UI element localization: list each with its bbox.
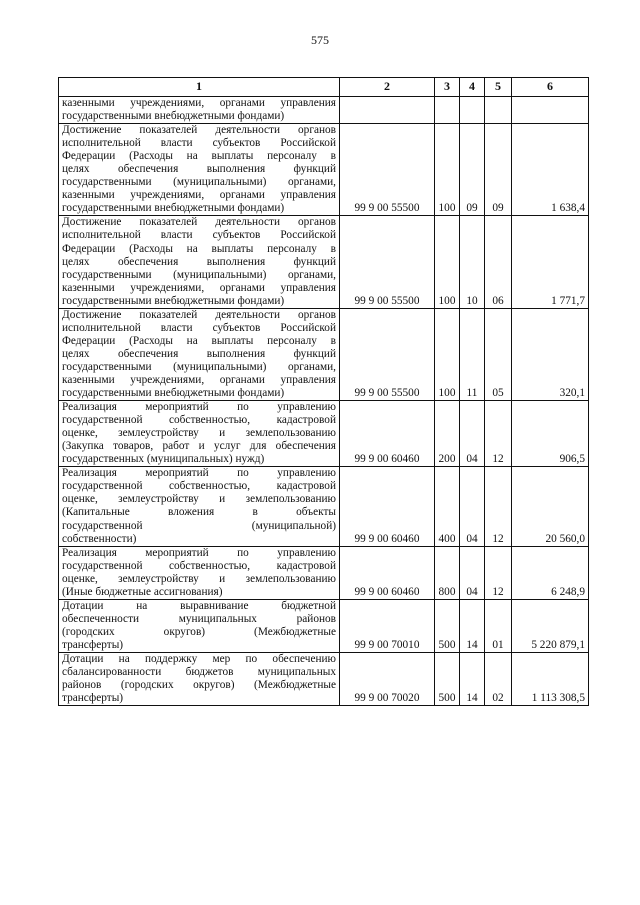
section-code: 04 <box>460 546 485 599</box>
subsection-code: 01 <box>485 599 512 652</box>
table-row <box>59 124 589 216</box>
table-row <box>59 599 589 652</box>
target-article-code: 99 9 00 60460 <box>340 546 435 599</box>
target-article-code: 99 9 00 55500 <box>340 216 435 308</box>
expense-name: Достижение показателей деятельности органов исполнительной власти субъектов Российской Федерации (Расходы на выплаты персоналу в целях обеспечения выполнения функций государственными (муниципальными) органами, казенными учреждениями, органами управления государственными внебюджетными фондами) <box>59 124 340 216</box>
subsection-code <box>485 97 512 124</box>
expense-name: казенными учреждениями, органами управления государственными внебюджетными фондами) <box>59 97 340 124</box>
expense-type-code: 100 <box>435 216 460 308</box>
subsection-code: 06 <box>485 216 512 308</box>
expense-type-code: 100 <box>435 308 460 400</box>
table-row <box>59 546 589 599</box>
section-code: 14 <box>460 652 485 705</box>
amount: 5 220 879,1 <box>512 599 589 652</box>
expense-name: Достижение показателей деятельности органов исполнительной власти субъектов Российской Федерации (Расходы на выплаты персоналу в целях обеспечения выполнения функций государственными (муниципальными) органами, казенными учреждениями, органами управления государственными внебюджетными фондами) <box>59 308 340 400</box>
section-code: 11 <box>460 308 485 400</box>
amount: 320,1 <box>512 308 589 400</box>
target-article-code <box>340 97 435 124</box>
page-number: 575 <box>311 33 329 47</box>
subsection-code: 12 <box>485 546 512 599</box>
table-row <box>59 401 589 467</box>
header-col-6: 6 <box>512 78 589 97</box>
expense-name: Дотации на поддержку мер по обеспечению сбалансированности бюджетов муниципальных районов (городских округов) (Межбюджетные трансферты) <box>59 652 340 705</box>
expense-name: Реализация мероприятий по управлению государственной собственностью, кадастровой оценке, землеустройству и землепользованию (Иные бюджетные ассигнования) <box>59 546 340 599</box>
expense-name: Дотации на выравнивание бюджетной обеспеченности муниципальных районов (городских округов) (Межбюджетные трансферты) <box>59 599 340 652</box>
table-row <box>59 308 589 400</box>
expense-type-code: 500 <box>435 652 460 705</box>
amount: 1 638,4 <box>512 124 589 216</box>
target-article-code: 99 9 00 70010 <box>340 599 435 652</box>
section-code: 09 <box>460 124 485 216</box>
target-article-code: 99 9 00 55500 <box>340 308 435 400</box>
subsection-code: 09 <box>485 124 512 216</box>
expense-name: Реализация мероприятий по управлению государственной собственностью, кадастровой оценке, землеустройству и землепользованию (Капитальные вложения в объекты государственной (муниципальной) собственности) <box>59 467 340 546</box>
header-col-1: 1 <box>59 78 340 97</box>
target-article-code: 99 9 00 55500 <box>340 124 435 216</box>
section-code: 10 <box>460 216 485 308</box>
amount: 1 113 308,5 <box>512 652 589 705</box>
table-row <box>59 652 589 705</box>
section-code <box>460 97 485 124</box>
amount: 20 560,0 <box>512 467 589 546</box>
amount <box>512 97 589 124</box>
header-col-4: 4 <box>460 78 485 97</box>
expense-type-code: 100 <box>435 124 460 216</box>
expense-type-code: 400 <box>435 467 460 546</box>
section-code: 14 <box>460 599 485 652</box>
target-article-code: 99 9 00 60460 <box>340 401 435 467</box>
amount: 1 771,7 <box>512 216 589 308</box>
amount: 6 248,9 <box>512 546 589 599</box>
subsection-code: 05 <box>485 308 512 400</box>
budget-table <box>58 77 589 706</box>
header-row <box>59 78 589 97</box>
header-col-2: 2 <box>340 78 435 97</box>
table-row <box>59 216 589 308</box>
table-row <box>59 467 589 546</box>
section-code: 04 <box>460 467 485 546</box>
header-col-3: 3 <box>435 78 460 97</box>
target-article-code: 99 9 00 70020 <box>340 652 435 705</box>
subsection-code: 12 <box>485 401 512 467</box>
subsection-code: 02 <box>485 652 512 705</box>
expense-type-code <box>435 97 460 124</box>
amount: 906,5 <box>512 401 589 467</box>
expense-name: Достижение показателей деятельности органов исполнительной власти субъектов Российской Федерации (Расходы на выплаты персоналу в целях обеспечения выполнения функций государственными (муниципальными) органами, казенными учреждениями, органами управления государственными внебюджетными фондами) <box>59 216 340 308</box>
expense-type-code: 800 <box>435 546 460 599</box>
target-article-code: 99 9 00 60460 <box>340 467 435 546</box>
section-code: 04 <box>460 401 485 467</box>
table-row <box>59 97 589 124</box>
header-col-5: 5 <box>485 78 512 97</box>
expense-type-code: 500 <box>435 599 460 652</box>
subsection-code: 12 <box>485 467 512 546</box>
expense-type-code: 200 <box>435 401 460 467</box>
expense-name: Реализация мероприятий по управлению государственной собственностью, кадастровой оценке, землеустройству и землепользованию (Закупка товаров, работ и услуг для обеспечения государственных (муниципальных) нужд) <box>59 401 340 467</box>
